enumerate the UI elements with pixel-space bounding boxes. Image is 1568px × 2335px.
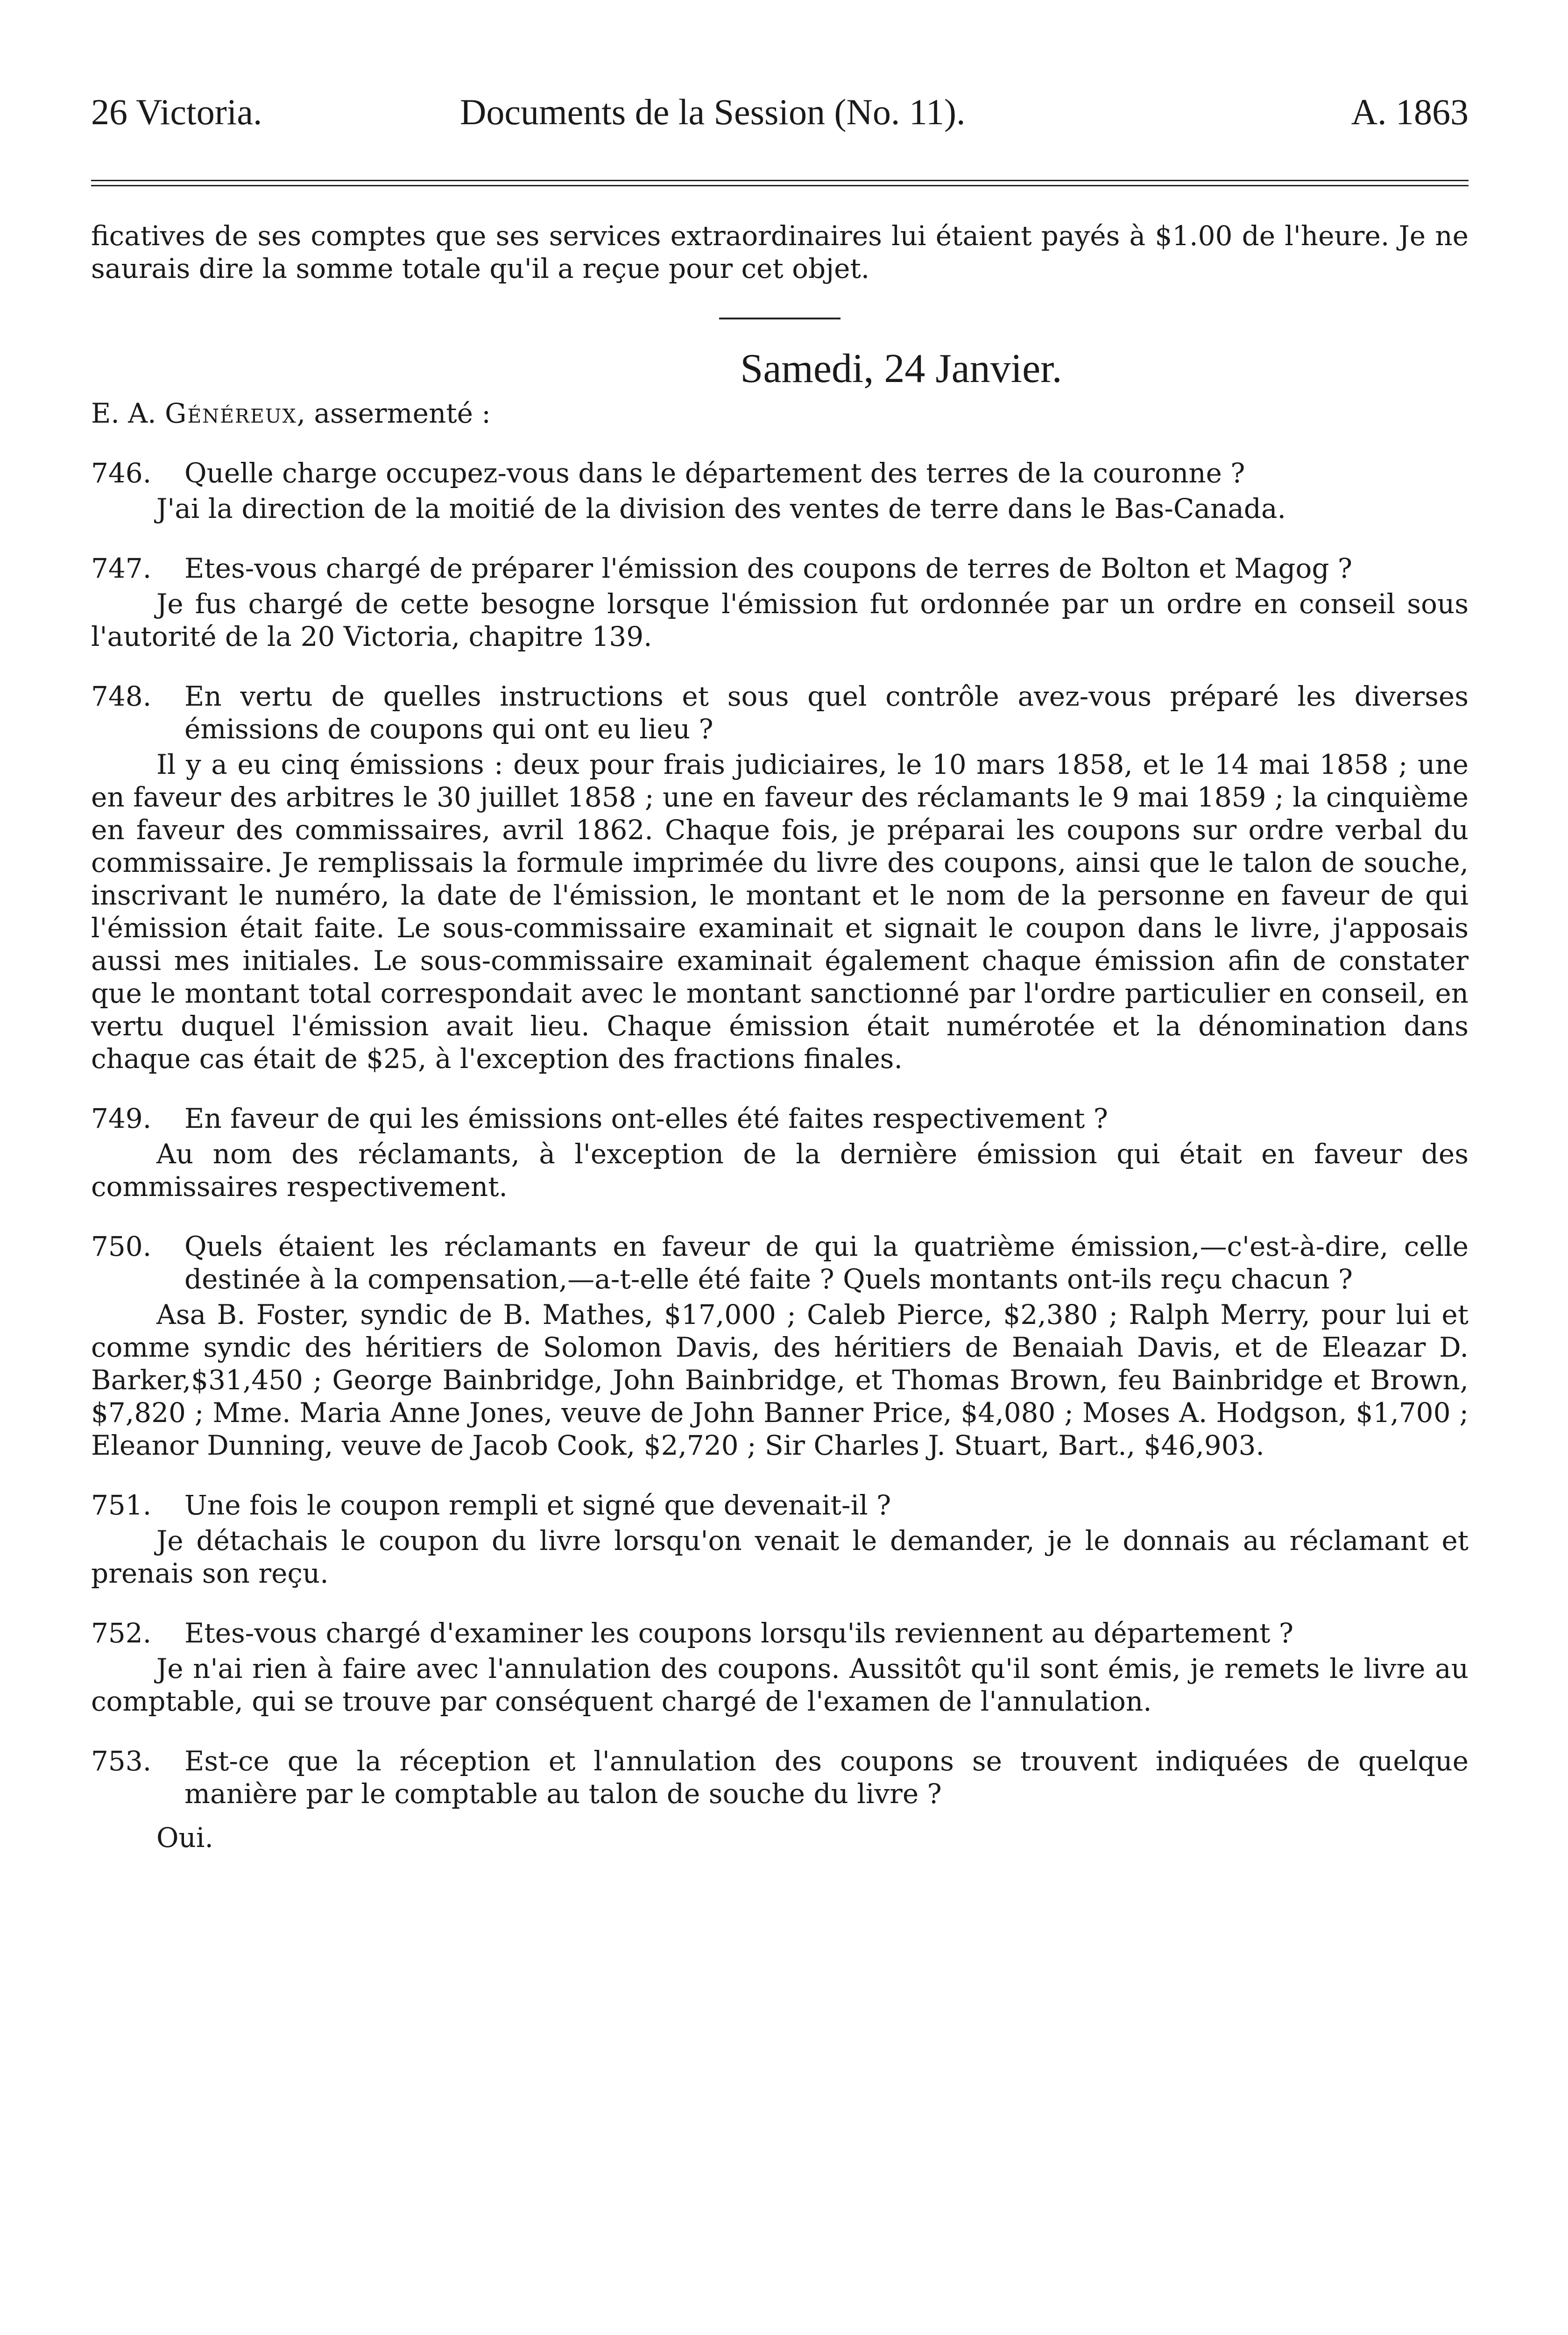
answer-747: Je fus chargé de cette besogne lorsque l'émission fut ordonnée par un ordre en conseil sous l'autorité de la 20 Victoria, chapitre 139. [91, 588, 1469, 652]
question-number: 752. [91, 1617, 152, 1649]
date-heading: Samedi, 24 Janvier. [740, 346, 1062, 391]
header-regnal-year: 26 Victoria. [91, 92, 262, 132]
question-text: Etes-vous chargé d'examiner les coupons lorsqu'ils reviennent au département ? [184, 1617, 1294, 1649]
question-text: Une fois le coupon rempli et signé que devenait-il ? [184, 1489, 891, 1521]
opening-paragraph: ficatives de ses comptes que ses services extraordinaires lui étaient payés à $1.00 de l'heure. Je ne saurais dire la somme totale qu'il a reçue pour cet objet. [91, 220, 1469, 284]
question-text: Quelle charge occupez-vous dans le département des terres de la couronne ? [184, 457, 1245, 489]
answer-748: Il y a eu cinq émissions : deux pour frais judiciaires, le 10 mars 1858, et le 14 mai 1858 ; une en faveur des arbitres le 30 juillet 1858 ; une en faveur des réclamants le 9 mai 1859 ; la cinquième en faveur des commissaires, avril 1862. Chaque fois, je préparai les coupons sur ordre verbal du commissaire. Je remplissais la formule imprimée du livre des coupons, ainsi que le talon de souche, inscrivant le numéro, la date de l'émission, le montant et le nom de la personne en faveur de qui l'émission était faite. Le sous-commissaire examinait et signait le coupon dans le livre, j'apposais aussi mes initiales. Le sous-commissaire examinait également chaque émission afin de constater que le montant total correspondait avec le montant sanctionné par l'ordre particulier en conseil, en vertu duquel l'émission avait lieu. Chaque émission était numérotée et la dénomination dans chaque cas était de $25, à l'exception des fractions finales. [91, 749, 1469, 1075]
answer-752: Je n'ai rien à faire avec l'annulation des coupons. Aussitôt qu'il sont émis, je remets le livre au comptable, qui se trouve par conséquent chargé de l'examen de l'annulation. [91, 1653, 1469, 1717]
question-747 [91, 552, 1469, 585]
question-number: 753. [91, 1745, 152, 1777]
question-749 [91, 1102, 1469, 1135]
witness-line [91, 397, 1469, 430]
question-748 [91, 680, 1469, 745]
header-double-rule [91, 180, 1469, 186]
question-number: 751. [91, 1489, 152, 1521]
running-header [91, 91, 1469, 133]
question-text: Est-ce que la réception et l'annulation des coupons se trouvent indiquées de quelque manière par le comptable au talon de souche du livre ? [184, 1745, 1469, 1810]
question-number: 750. [91, 1231, 152, 1262]
question-752 [91, 1617, 1469, 1649]
question-number: 749. [91, 1103, 152, 1134]
document-body [91, 219, 1469, 1854]
question-text: En vertu de quelles instructions et sous quel contrôle avez-vous préparé les diverses émissions de coupons qui ont eu lieu ? [184, 680, 1469, 745]
answer-746: J'ai la direction de la moitié de la division des ventes de terre dans le Bas-Canada. [156, 493, 1286, 524]
witness-name: Généreux [164, 397, 297, 429]
question-number: 748. [91, 680, 152, 712]
question-number: 746. [91, 457, 152, 489]
answer-753: Oui. [156, 1822, 213, 1854]
witness-initials: E. A. [91, 397, 156, 429]
question-746 [91, 457, 1469, 489]
section-divider [719, 318, 841, 319]
header-year: A. 1863 [1351, 92, 1469, 132]
witness-sworn: , assermenté : [297, 397, 491, 429]
question-753 [91, 1745, 1469, 1810]
question-750 [91, 1230, 1469, 1295]
answer-750: Asa B. Foster, syndic de B. Mathes, $17,000 ; Caleb Pierce, $2,380 ; Ralph Merry, pour lui et comme syndic des héritiers de Solomon Davis, des héritiers de Benaiah Davis, et de Eleazar D. Barker,$31,450 ; George Bainbridge, John Bainbridge, et Thomas Brown, feu Bainbridge et Brown, $7,820 ; Mme. Maria Anne Jones, veuve de John Banner Price, $4,080 ; Moses A. Hodgson, $1,700 ; Eleanor Dunning, veuve de Jacob Cook, $2,720 ; Sir Charles J. Stuart, Bart., $46,903. [91, 1299, 1469, 1461]
question-number: 747. [91, 552, 152, 584]
answer-749: Au nom des réclamants, à l'exception de la dernière émission qui était en faveur des commissaires respectivement. [91, 1138, 1469, 1203]
question-text: Etes-vous chargé de préparer l'émission des coupons de terres de Bolton et Magog ? [184, 552, 1352, 584]
answer-751: Je détachais le coupon du livre lorsqu'on venait le demander, je le donnais au réclamant et prenais son reçu. [91, 1525, 1469, 1589]
question-text: Quels étaient les réclamants en faveur de qui la quatrième émission,—c'est-à-dire, celle destinée à la compensation,—a-t-elle été faite ? Quels montants ont-ils reçu chacun ? [184, 1231, 1469, 1295]
header-document-title: Documents de la Session (No. 11). [460, 92, 966, 132]
question-text: En faveur de qui les émissions ont-elles été faites respectivement ? [184, 1103, 1108, 1134]
question-751 [91, 1489, 1469, 1521]
